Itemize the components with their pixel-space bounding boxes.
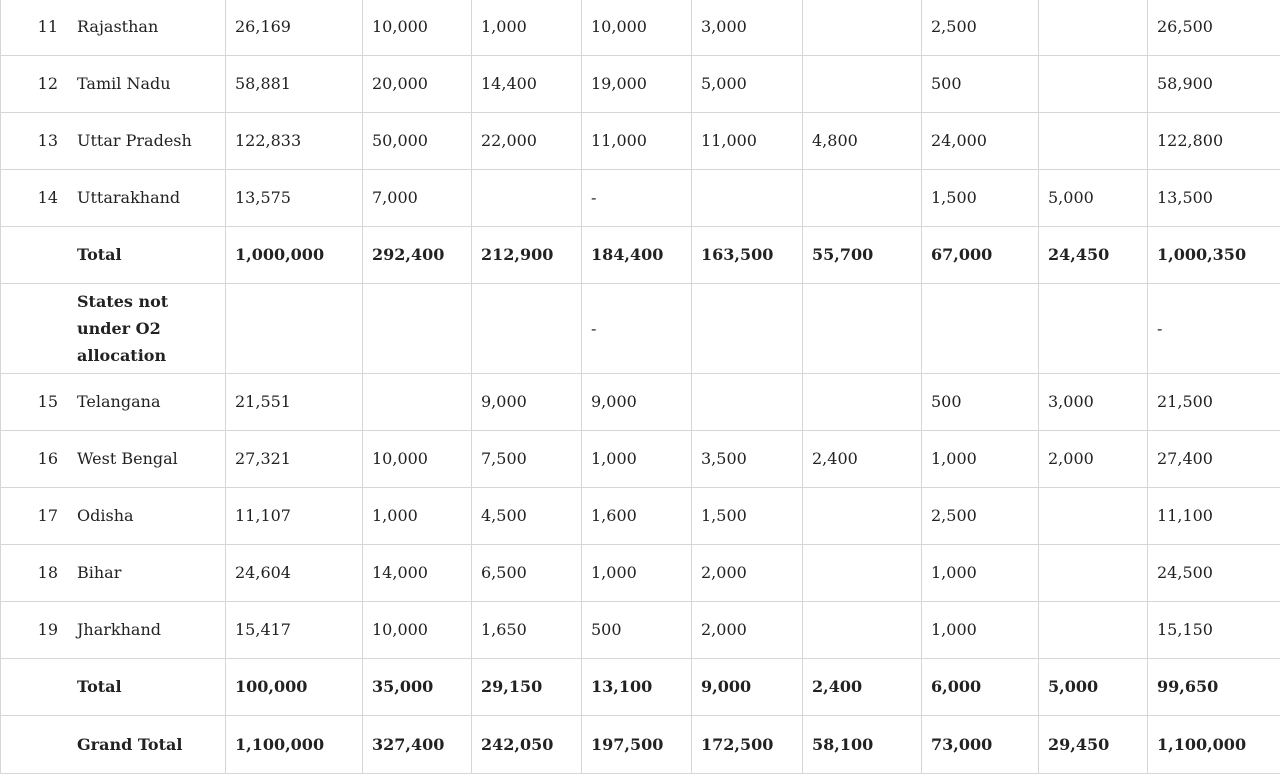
- cell-value: [692, 284, 803, 374]
- cell-value: 15,150: [1148, 602, 1280, 659]
- cell-value: 7,500: [472, 431, 582, 488]
- row-number: 17: [1, 488, 68, 545]
- cell-value: 1,000: [582, 431, 692, 488]
- cell-value: 1,000: [472, 0, 582, 56]
- table-row: [1, 545, 1280, 602]
- row-number: 11: [1, 0, 68, 56]
- cell-value: 7,000: [363, 170, 472, 227]
- state-name: Telangana: [68, 374, 226, 431]
- cell-value: 4,800: [803, 113, 922, 170]
- cell-value: 2,500: [922, 488, 1039, 545]
- state-name: Jharkhand: [68, 602, 226, 659]
- cell-value: 1,000,350: [1148, 227, 1280, 284]
- table-row: [1, 488, 1280, 545]
- total-label: Total: [68, 659, 226, 716]
- cell-value: [472, 284, 582, 374]
- state-name: Rajasthan: [68, 0, 226, 56]
- cell-value: 13,500: [1148, 170, 1280, 227]
- cell-value: 14,000: [363, 545, 472, 602]
- row-number: 15: [1, 374, 68, 431]
- table-row: [1, 0, 1280, 56]
- cell-value: -: [1148, 284, 1280, 374]
- cell-value: [803, 170, 922, 227]
- cell-value: [363, 284, 472, 374]
- table-row: [1, 56, 1280, 113]
- cell-value: 10,000: [363, 0, 472, 56]
- cell-value: 29,150: [472, 659, 582, 716]
- cell-value: 2,000: [1039, 431, 1148, 488]
- cell-value: 9,000: [472, 374, 582, 431]
- table-row: [1, 113, 1280, 170]
- cell-value: 99,650: [1148, 659, 1280, 716]
- cell-value: [803, 545, 922, 602]
- state-name: West Bengal: [68, 431, 226, 488]
- cell-value: 1,500: [692, 488, 803, 545]
- cell-value: 163,500: [692, 227, 803, 284]
- cell-value: [803, 602, 922, 659]
- cell-value: [692, 374, 803, 431]
- total-row: [1, 659, 1280, 716]
- grand-total-label: Grand Total: [68, 716, 226, 774]
- cell-value: 58,900: [1148, 56, 1280, 113]
- state-name: Odisha: [68, 488, 226, 545]
- cell-value: 10,000: [582, 0, 692, 56]
- row-number: 13: [1, 113, 68, 170]
- cell-value: 11,100: [1148, 488, 1280, 545]
- cell-value: [922, 284, 1039, 374]
- row-number: 14: [1, 170, 68, 227]
- cell-value: 58,881: [226, 56, 363, 113]
- cell-value: 292,400: [363, 227, 472, 284]
- cell-value: 2,400: [803, 431, 922, 488]
- cell-value: 29,450: [1039, 716, 1148, 774]
- cell-value: [803, 284, 922, 374]
- cell-value: [1039, 113, 1148, 170]
- cell-value: 2,500: [922, 0, 1039, 56]
- cell-value: 6,000: [922, 659, 1039, 716]
- cell-value: [226, 284, 363, 374]
- cell-value: 1,600: [582, 488, 692, 545]
- row-number: 18: [1, 545, 68, 602]
- section-header-row: [1, 284, 1280, 374]
- cell-value: 1,000: [922, 545, 1039, 602]
- row-number: 16: [1, 431, 68, 488]
- cell-value: 24,500: [1148, 545, 1280, 602]
- cell-value: 3,000: [1039, 374, 1148, 431]
- cell-value: 27,321: [226, 431, 363, 488]
- state-name: Uttar Pradesh: [68, 113, 226, 170]
- cell-value: 20,000: [363, 56, 472, 113]
- cell-value: 21,551: [226, 374, 363, 431]
- row-number: [1, 284, 68, 374]
- cell-value: 172,500: [692, 716, 803, 774]
- cell-value: 5,000: [1039, 659, 1148, 716]
- cell-value: 24,604: [226, 545, 363, 602]
- cell-value: 242,050: [472, 716, 582, 774]
- cell-value: 27,400: [1148, 431, 1280, 488]
- cell-value: [472, 170, 582, 227]
- cell-value: [803, 56, 922, 113]
- state-name: Uttarakhand: [68, 170, 226, 227]
- table-row: [1, 170, 1280, 227]
- state-name: Tamil Nadu: [68, 56, 226, 113]
- row-number: 12: [1, 56, 68, 113]
- cell-value: 58,100: [803, 716, 922, 774]
- cell-value: 100,000: [226, 659, 363, 716]
- cell-value: 13,100: [582, 659, 692, 716]
- cell-value: 5,000: [692, 56, 803, 113]
- cell-value: 1,000: [582, 545, 692, 602]
- cell-value: [803, 488, 922, 545]
- cell-value: 35,000: [363, 659, 472, 716]
- cell-value: 6,500: [472, 545, 582, 602]
- cell-value: 50,000: [363, 113, 472, 170]
- cell-value: 2,400: [803, 659, 922, 716]
- table-row: [1, 374, 1280, 431]
- cell-value: 3,000: [692, 0, 803, 56]
- table-row: [1, 431, 1280, 488]
- cell-value: 1,650: [472, 602, 582, 659]
- cell-value: 24,000: [922, 113, 1039, 170]
- cell-value: 13,575: [226, 170, 363, 227]
- cell-value: 55,700: [803, 227, 922, 284]
- total-label: Total: [68, 227, 226, 284]
- cell-value: 19,000: [582, 56, 692, 113]
- cell-value: 21,500: [1148, 374, 1280, 431]
- cell-value: 184,400: [582, 227, 692, 284]
- cell-value: 212,900: [472, 227, 582, 284]
- cell-value: -: [582, 170, 692, 227]
- cell-value: 10,000: [363, 602, 472, 659]
- cell-value: 500: [922, 56, 1039, 113]
- cell-value: 1,000: [363, 488, 472, 545]
- cell-value: [803, 374, 922, 431]
- cell-value: -: [582, 284, 692, 374]
- cell-value: [803, 0, 922, 56]
- cell-value: 327,400: [363, 716, 472, 774]
- cell-value: 11,000: [582, 113, 692, 170]
- cell-value: 1,000: [922, 431, 1039, 488]
- cell-value: 26,169: [226, 0, 363, 56]
- cell-value: [1039, 488, 1148, 545]
- cell-value: 1,100,000: [226, 716, 363, 774]
- row-number: [1, 227, 68, 284]
- cell-value: 9,000: [582, 374, 692, 431]
- cell-value: [363, 374, 472, 431]
- cell-value: 122,833: [226, 113, 363, 170]
- cell-value: 4,500: [472, 488, 582, 545]
- cell-value: 15,417: [226, 602, 363, 659]
- cell-value: 22,000: [472, 113, 582, 170]
- state-name: Bihar: [68, 545, 226, 602]
- cell-value: 1,100,000: [1148, 716, 1280, 774]
- cell-value: 24,450: [1039, 227, 1148, 284]
- cell-value: 1,000,000: [226, 227, 363, 284]
- cell-value: [1039, 284, 1148, 374]
- cell-value: [692, 170, 803, 227]
- cell-value: 9,000: [692, 659, 803, 716]
- total-row: [1, 227, 1280, 284]
- cell-value: [1039, 56, 1148, 113]
- cell-value: 500: [582, 602, 692, 659]
- cell-value: 2,000: [692, 602, 803, 659]
- cell-value: 1,500: [922, 170, 1039, 227]
- section-label: States not under O2 allocation: [68, 284, 226, 374]
- cell-value: 26,500: [1148, 0, 1280, 56]
- cell-value: 197,500: [582, 716, 692, 774]
- cell-value: 11,107: [226, 488, 363, 545]
- table-body: [1, 0, 1280, 774]
- cell-value: 3,500: [692, 431, 803, 488]
- row-number: 19: [1, 602, 68, 659]
- cell-value: 122,800: [1148, 113, 1280, 170]
- cell-value: 1,000: [922, 602, 1039, 659]
- cell-value: 14,400: [472, 56, 582, 113]
- cell-value: 2,000: [692, 545, 803, 602]
- cell-value: 500: [922, 374, 1039, 431]
- cell-value: 10,000: [363, 431, 472, 488]
- cell-value: 73,000: [922, 716, 1039, 774]
- table-row: [1, 602, 1280, 659]
- cell-value: [1039, 545, 1148, 602]
- cell-value: [1039, 0, 1148, 56]
- cell-value: [1039, 602, 1148, 659]
- cell-value: 67,000: [922, 227, 1039, 284]
- cell-value: 5,000: [1039, 170, 1148, 227]
- row-number: [1, 659, 68, 716]
- cell-value: 11,000: [692, 113, 803, 170]
